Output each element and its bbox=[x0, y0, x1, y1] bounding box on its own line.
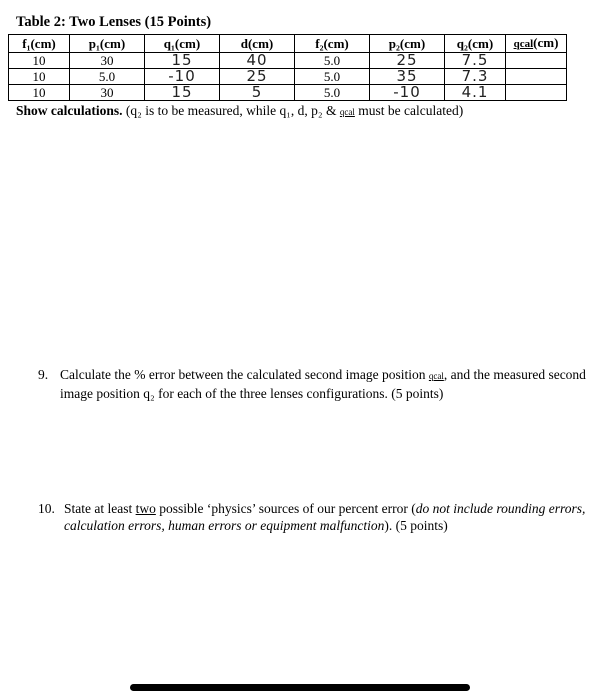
cell-p2-handwritten: 35 bbox=[370, 69, 445, 85]
two-lenses-table bbox=[8, 34, 567, 101]
cell-qcal[interactable] bbox=[506, 53, 567, 69]
q10-two: two bbox=[135, 501, 156, 516]
note-qcal: qcal bbox=[339, 107, 355, 117]
cell-q1-handwritten: 15 bbox=[145, 53, 220, 69]
q10-italic: do not include rounding errors, calculation errors, human errors or equipment malfunction bbox=[64, 501, 586, 533]
q10-part-a: State at least bbox=[64, 501, 136, 516]
header-q1: q₁(cm) bbox=[145, 35, 220, 53]
question-10-number: 10. bbox=[38, 501, 55, 516]
home-indicator[interactable] bbox=[130, 684, 470, 691]
cell-f1: 10 bbox=[9, 53, 70, 69]
cell-qcal[interactable] bbox=[506, 69, 567, 85]
cell-p1: 30 bbox=[70, 85, 145, 101]
cell-d-handwritten: 5 bbox=[220, 85, 295, 101]
q10-part-b: possible ‘physics’ sources of our percent error ( bbox=[155, 501, 416, 516]
table-row bbox=[9, 85, 567, 101]
cell-p1: 5.0 bbox=[70, 69, 145, 85]
note-rest: (q₂ is to be measured, while q₁, d, p₂ & bbox=[122, 103, 340, 118]
qcal-unit: (cm) bbox=[533, 35, 559, 50]
cell-q2-handwritten: 7.5 bbox=[445, 53, 506, 69]
cell-q1-handwritten: 15 bbox=[145, 85, 220, 101]
question-9-number: 9. bbox=[38, 367, 49, 382]
cell-q2-handwritten: 7.3 bbox=[445, 69, 506, 85]
question-9 bbox=[38, 366, 588, 402]
cell-f1: 10 bbox=[9, 69, 70, 85]
header-qcal bbox=[506, 35, 567, 53]
header-q2: q₂(cm) bbox=[445, 35, 506, 53]
cell-q1-handwritten: -10 bbox=[145, 69, 220, 85]
cell-q2-handwritten: 4.1 bbox=[445, 85, 506, 101]
note-bold: Show calculations. bbox=[16, 103, 123, 118]
note-tail: must be calculated) bbox=[354, 103, 464, 118]
header-p1: p₁(cm) bbox=[70, 35, 145, 53]
q9-part-a: Calculate the % error between the calculated second image position bbox=[60, 367, 429, 382]
q9-part-b: , and the measured second image position q₂ for each of the three lenses configurations. (5 points) bbox=[60, 367, 586, 401]
header-f1: f₁(cm) bbox=[9, 35, 70, 53]
cell-d-handwritten: 40 bbox=[220, 53, 295, 69]
q10-part-c: ). (5 points) bbox=[384, 518, 448, 533]
header-p2: p₂(cm) bbox=[370, 35, 445, 53]
table-title: Table 2: Two Lenses (15 Points) bbox=[16, 14, 212, 30]
cell-f2: 5.0 bbox=[295, 53, 370, 69]
q9-qcal: qcal bbox=[428, 371, 444, 381]
cell-f2: 5.0 bbox=[295, 85, 370, 101]
cell-f2: 5.0 bbox=[295, 69, 370, 85]
question-10-text bbox=[64, 500, 588, 534]
table-header-row bbox=[9, 35, 567, 53]
qcal-label: qcal bbox=[513, 38, 534, 50]
calculation-note bbox=[16, 103, 463, 119]
question-10 bbox=[38, 500, 588, 534]
cell-p2-handwritten: -10 bbox=[370, 85, 445, 101]
header-d: d(cm) bbox=[220, 35, 295, 53]
header-f2: f₂(cm) bbox=[295, 35, 370, 53]
cell-qcal[interactable] bbox=[506, 85, 567, 101]
question-9-text bbox=[60, 366, 588, 402]
cell-d-handwritten: 25 bbox=[220, 69, 295, 85]
cell-p2-handwritten: 25 bbox=[370, 53, 445, 69]
cell-p1: 30 bbox=[70, 53, 145, 69]
cell-f1: 10 bbox=[9, 85, 70, 101]
